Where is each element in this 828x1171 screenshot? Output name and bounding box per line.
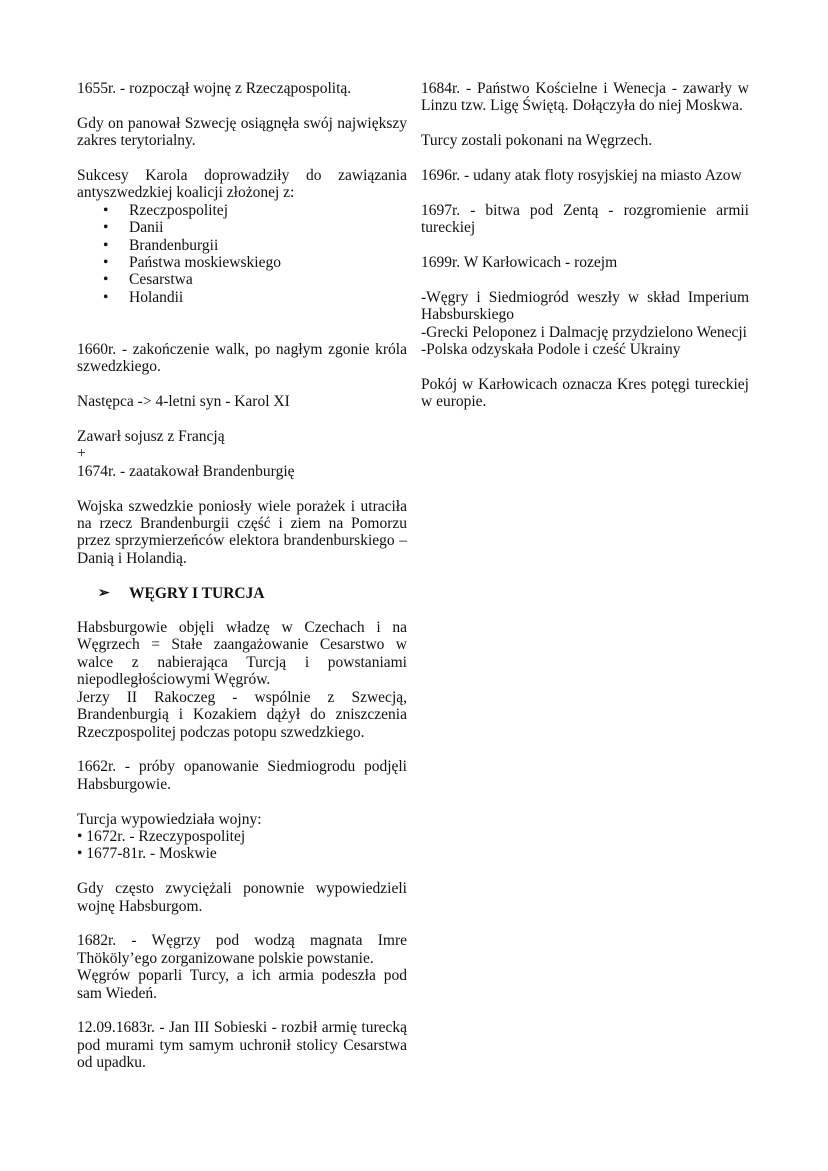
paragraph-podolia: -Polska odzyskała Podole i cześć Ukrainy [421, 341, 681, 359]
blank-space [77, 306, 407, 341]
alliance-line: Zawarł sojusz z Francją [77, 428, 225, 446]
paragraph-renewed-war: Gdy często zwyciężali ponownie wypowiedzieli wojnę Habsburgom. [77, 880, 407, 915]
paragraph-1684: 1684r. - Państwo Kościelne i Wenecja - zawarły w Linzu tzw. Ligę Świętą. Dołączyła do niej Moskwa. [421, 80, 749, 115]
list-item: • 1677-81r. - Moskwie [77, 845, 217, 863]
paragraph-turkey-wars [77, 811, 407, 863]
paragraph-vienna: Węgrów poparli Turcy, a ich armia podeszła pod sam Wiedeń. [77, 967, 407, 1002]
paragraph-1662: 1662r. - próby opanowanie Siedmiogrodu podjęli Habsburgowie. [77, 758, 407, 793]
turkey-wars-title: Turcja wypowiedziała wojny: [77, 810, 262, 828]
arrow-bullet-icon: ➢ [98, 585, 110, 601]
paragraph-territory: Gdy on panował Szwecję osiągnęła swój największy zakres terytorialny. [77, 114, 407, 150]
paragraph-turks-defeated: Turcy zostali pokonani na Węgrzech. [421, 132, 653, 150]
left-column [77, 80, 407, 1089]
list-item: • Cesarstwa [77, 271, 407, 288]
paragraph-1696: 1696r. - udany atak floty rosyjskiej na miasto Azow [421, 167, 742, 184]
right-column [421, 80, 749, 428]
paragraph-defeats: Wojska szwedzkie poniosły wiele porażek i utraciła na rzecz Brandenburgii część i ziem na Pomorzu przez sprzymierzeńców elektora brandenburskiego – Danią i Holandią. [77, 497, 407, 567]
paragraph-1697: 1697r. - bitwa pod Zentą - rozgromienie armii tureckiej [421, 201, 749, 237]
paragraph-karlowitz-peace: Pokój w Karłowicach oznacza Kres potęgi tureckiej w europie. [421, 375, 749, 411]
paragraph-coalition-intro: Sukcesy Karola doprowadziły do zawiązania antyszwedzkiej koalicji złożonej z: [77, 167, 407, 202]
paragraph-1660: 1660r. - zakończenie walk, po nagłym zgonie króla szwedzkiego. [77, 341, 407, 376]
paragraph-successor: Następca -> 4-letni syn - Karol XI [77, 393, 290, 411]
list-item: • Danii [77, 219, 407, 236]
list-item: • Rzeczpospolitej [77, 202, 407, 219]
attack-line: 1674r. - zaatakował Brandenburgię [77, 462, 295, 480]
paragraph-1699: 1699r. W Karłowicach - rozejm [421, 254, 618, 271]
plus-line: + [77, 445, 86, 463]
list-item: • Holandii [77, 289, 407, 306]
section-heading [77, 585, 407, 602]
paragraph-alliance [77, 428, 407, 480]
coalition-list [77, 202, 407, 306]
paragraph-habsburgs: Habsburgowie objęli władzę w Czechach i na Węgrzech = Stałe zaangażowanie Cesarstwo w walce z nabierająca Turcją i powstaniami niepodległościowymi Węgrów. [77, 619, 407, 689]
list-item: • 1672r. - Rzeczypospolitej [77, 827, 246, 845]
paragraph-rakoczy: Jerzy II Rakoczeg - wspólnie z Szwecją, Brandenburgią i Kozakiem dążył do zniszczenia Rzeczpospolitej podczas potopu szwedzkiego. [77, 688, 407, 741]
paragraph-1682: 1682r. - Węgrzy pod wodzą magnata Imre Thököly’ego zorganizowane polskie powstanie. [77, 932, 407, 967]
section-heading-text: WĘGRY I TURCJA [129, 584, 265, 602]
paragraph-hungary-habsburg: -Węgry i Siedmiogród weszły w skład Imperium Habsburskiego [421, 288, 749, 324]
list-item: • Brandenburgii [77, 237, 407, 254]
paragraph-1655: 1655r. - rozpoczął wojnę z Rzecząpospolitą. [77, 80, 352, 97]
paragraph-peloponnese: -Grecki Peloponez i Dalmację przydzielono Wenecji [421, 323, 747, 341]
list-item: • Państwa moskiewskiego [77, 254, 407, 271]
paragraph-1683: 12.09.1683r. - Jan III Sobieski - rozbił armię turecką pod murami tym samym uchronił stolicy Cesarstwa od upadku. [77, 1019, 407, 1072]
